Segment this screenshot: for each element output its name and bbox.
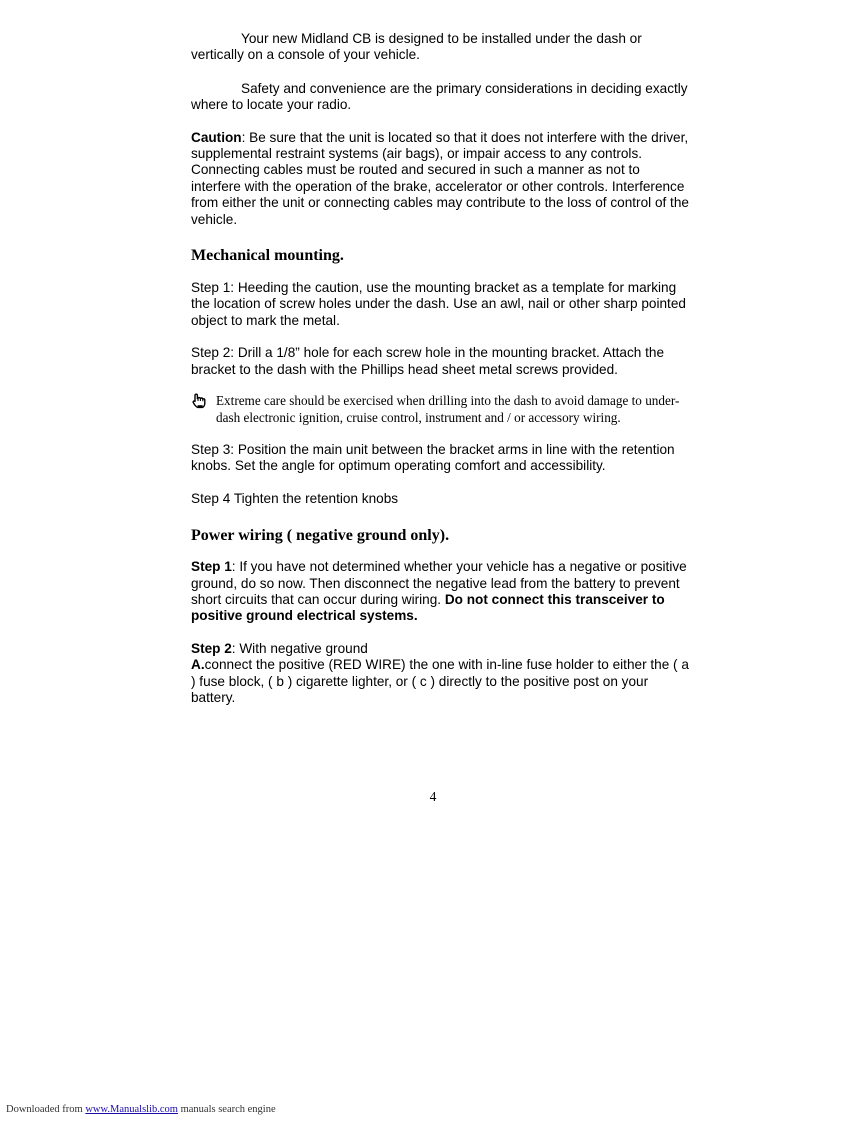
power-step-2a-label: A. — [191, 657, 205, 673]
power-step-2-text: : With negative ground — [231, 640, 368, 656]
download-footer — [6, 1104, 276, 1116]
footer-prefix: Downloaded from — [6, 1104, 86, 1115]
power-step-1-warning: Do not connect this transceiver to positive ground electrical systems. — [191, 591, 665, 624]
intro-paragraph-2: Safety and convenience are the primary considerations in deciding exactly where to locate your radio. — [191, 80, 688, 113]
power-step-2a — [191, 657, 691, 706]
mechanical-step-4: Step 4 Tighten the retention knobs — [191, 490, 399, 506]
drilling-warning-text: Extreme care should be exercised when drilling into the dash to avoid damage to under-dash electronic ignition, cruise control, instrument and / or accessory wiring. — [216, 393, 680, 425]
footer-suffix: manuals search engine — [177, 1104, 276, 1115]
mechanical-step-1: Step 1: Heeding the caution, use the mounting bracket as a template for marking the location of screw holes under the dash. Use an awl, nail or other sharp pointed object to mark the metal. — [191, 280, 686, 328]
page-number: 4 — [429, 789, 437, 804]
power-step-1-label: Step 1 — [191, 559, 232, 575]
drilling-warning-note — [191, 393, 691, 426]
power-step-2-label: Step 2 — [191, 640, 232, 656]
pointing-hand-icon — [192, 393, 206, 409]
page-content — [191, 31, 691, 706]
power-step-1-text: : If you have not determined whether your vehicle has a negative or positive ground, do so now. Then disconnect the negative lead from the battery to prevent short circuits that can occur during wiring. — [191, 559, 687, 607]
mechanical-step-3: Step 3: Position the main unit between the bracket arms in line with the retention knobs. Set the angle for optimum operating comfort and accessibility. — [191, 441, 675, 474]
mechanical-mounting-heading: Mechanical mounting. — [191, 247, 344, 265]
power-step-1 — [191, 559, 691, 625]
caution-label: Caution — [191, 129, 242, 145]
caution-text: : Be sure that the unit is located so that it does not interfere with the driver, supplemental restraint systems (air bags), or impair access to any controls. Connecting cables must be routed and secured in such a manner as not to interfere with the operation of the brake, accelerator or other controls. Interference from either the unit or connecting cables may contribute to the loss of control of the vehicle. — [191, 129, 689, 227]
power-step-2 — [191, 641, 691, 657]
caution-paragraph — [191, 130, 691, 228]
intro-paragraph-1: Your new Midland CB is designed to be installed under the dash or vertically on a console of your vehicle. — [191, 31, 642, 63]
mechanical-step-2: Step 2: Drill a 1/8” hole for each screw hole in the mounting bracket. Attach the bracket to the dash with the Phillips head sheet metal screws provided. — [191, 345, 665, 377]
power-wiring-heading: Power wiring ( negative ground only). — [191, 527, 450, 545]
power-step-2a-text: connect the positive (RED WIRE) the one with in-line fuse holder to either the ( a ) fuse block, ( b ) cigarette lighter, or ( c ) directly to the positive post on your battery. — [191, 657, 689, 705]
manualslib-link[interactable]: www.Manualslib.com — [85, 1104, 178, 1115]
